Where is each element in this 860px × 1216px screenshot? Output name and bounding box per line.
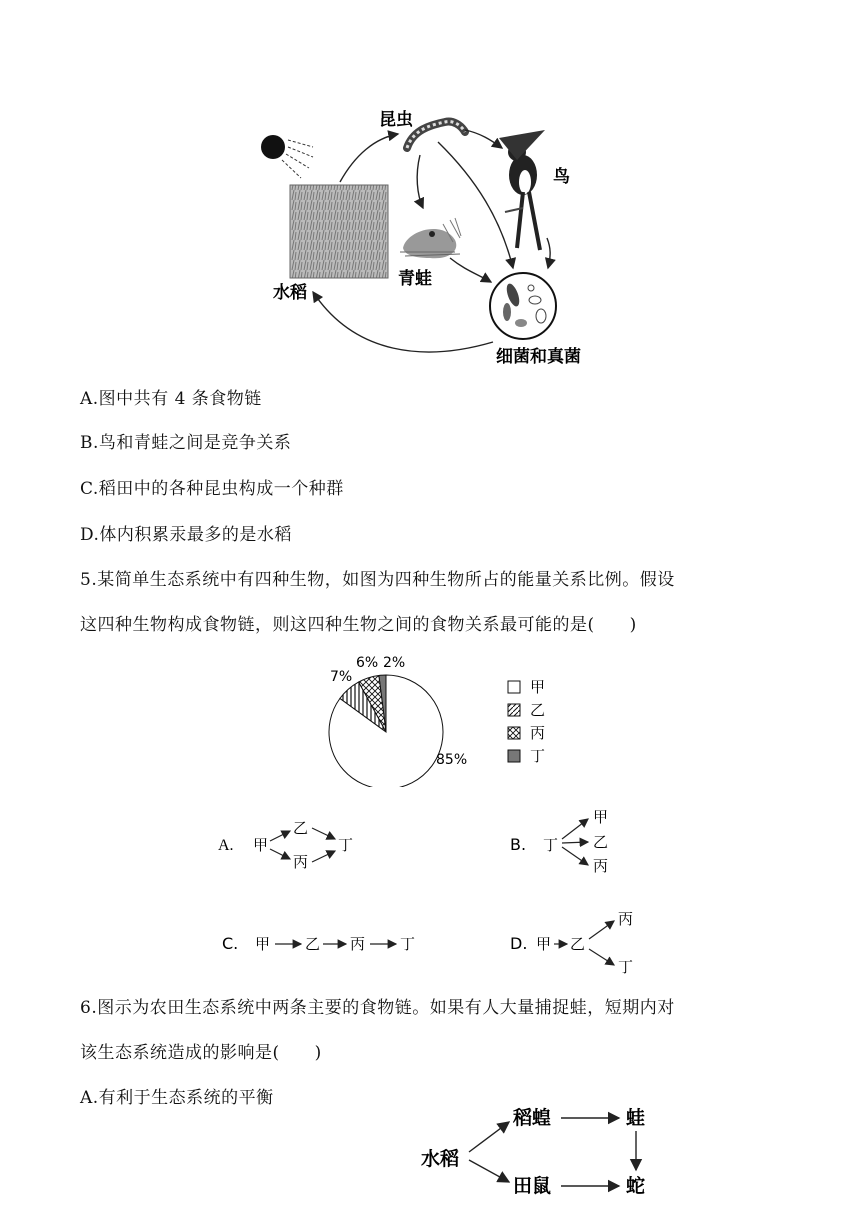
q5-stem-line2: 这四种生物构成食物链，则这四种生物之间的食物关系最可能的是( ) [80, 615, 637, 635]
farmland-food-chain-figure [415, 1100, 660, 1208]
pie-label-丙: 6% [356, 655, 379, 671]
q4-option-b: B.鸟和青蛙之间是竞争关系 [80, 433, 292, 453]
q5-options-svg [210, 805, 650, 975]
node-rice: 水稻 [421, 1148, 460, 1170]
frog-icon [400, 218, 461, 258]
insect-label: 昆虫 [379, 110, 413, 130]
q5-option-a[interactable] [218, 819, 353, 871]
energy-pie-chart [318, 652, 558, 787]
caterpillar-icon [407, 122, 465, 148]
pie-label-乙: 7% [330, 669, 353, 685]
legend-label-丙: 丙 [530, 724, 546, 742]
q6-stem-line1: 6.图示为农田生态系统中两条主要的食物链。如果有人大量捕捉蛙，短期内对 [80, 998, 675, 1018]
q5-a-node-ding: 丁 [338, 836, 354, 854]
legend-label-甲: 甲 [530, 678, 546, 696]
legend-swatch-甲 [508, 681, 520, 693]
q6-stem-line2: 该生态系统造成的影响是( ) [80, 1043, 322, 1063]
q4-option-c: C.稻田中的各种昆虫构成一个种群 [80, 479, 344, 499]
legend-swatch-丁 [508, 750, 520, 762]
q5-a-node-jia: 甲 [253, 836, 269, 854]
legend-label-丁: 丁 [530, 747, 546, 765]
q5-d-node-yi: 乙 [570, 935, 586, 953]
q4-option-d: D.体内积累汞最多的是水稻 [80, 525, 292, 545]
node-mouse: 田鼠 [513, 1175, 552, 1197]
legend-swatch-乙 [508, 704, 520, 716]
pie-label-丁: 2% [383, 655, 406, 671]
bird-label: 鸟 [553, 167, 570, 187]
q5-option-d[interactable] [510, 910, 633, 975]
food-chain-svg [415, 1100, 660, 1208]
q5-b-node-yi: 乙 [593, 833, 609, 851]
rice-image [290, 185, 388, 278]
decomposer-label: 细菌和真菌 [496, 347, 581, 367]
legend-label-乙: 乙 [530, 701, 546, 719]
sun-icon [261, 135, 313, 178]
q5-b-node-ding: 丁 [543, 836, 559, 854]
pie-label-甲: 85% [436, 752, 468, 768]
microbe-icon [490, 273, 556, 339]
q5-b-node-jia: 甲 [593, 808, 609, 826]
q5-c-node-bing: 丙 [350, 935, 366, 953]
q5-d-node-bing: 丙 [618, 910, 634, 928]
node-snake: 蛇 [626, 1175, 646, 1197]
q6-option-a: A.有利于生态系统的平衡 [80, 1088, 274, 1108]
q5-option-c-letter: C. [222, 934, 239, 953]
q5-c-node-ding: 丁 [400, 935, 416, 953]
q5-option-c[interactable] [222, 934, 415, 953]
q5-b-node-bing: 丙 [593, 857, 609, 875]
q5-c-node-yi: 乙 [305, 935, 321, 953]
legend-swatch-丙 [508, 727, 520, 739]
ecosystem-diagram [255, 100, 615, 370]
q5-option-a-letter: A. [218, 837, 234, 854]
q5-option-b-letter: B. [510, 835, 527, 854]
q5-option-diagrams [210, 805, 650, 975]
node-grasshopper: 稻蝗 [513, 1107, 552, 1129]
q5-a-node-bing: 丙 [293, 853, 309, 871]
q5-c-node-jia: 甲 [255, 935, 271, 953]
pie-svg [318, 652, 558, 787]
q5-d-node-jia: 甲 [536, 935, 552, 953]
q5-option-b[interactable] [510, 808, 608, 875]
node-frog: 蛙 [626, 1107, 646, 1129]
q5-option-d-letter: D. [510, 934, 528, 953]
q5-stem-line1: 5.某简单生态系统中有四种生物，如图为四种生物所占的能量关系比例。假设 [80, 570, 675, 590]
bird-icon [499, 130, 545, 250]
q4-option-a: A.图中共有 4 条食物链 [80, 389, 262, 409]
frog-label: 青蛙 [398, 269, 432, 289]
q5-d-node-ding: 丁 [618, 958, 634, 975]
q5-a-node-yi: 乙 [293, 819, 309, 837]
rice-label: 水稻 [273, 283, 307, 303]
ecosystem-figure [255, 100, 615, 370]
